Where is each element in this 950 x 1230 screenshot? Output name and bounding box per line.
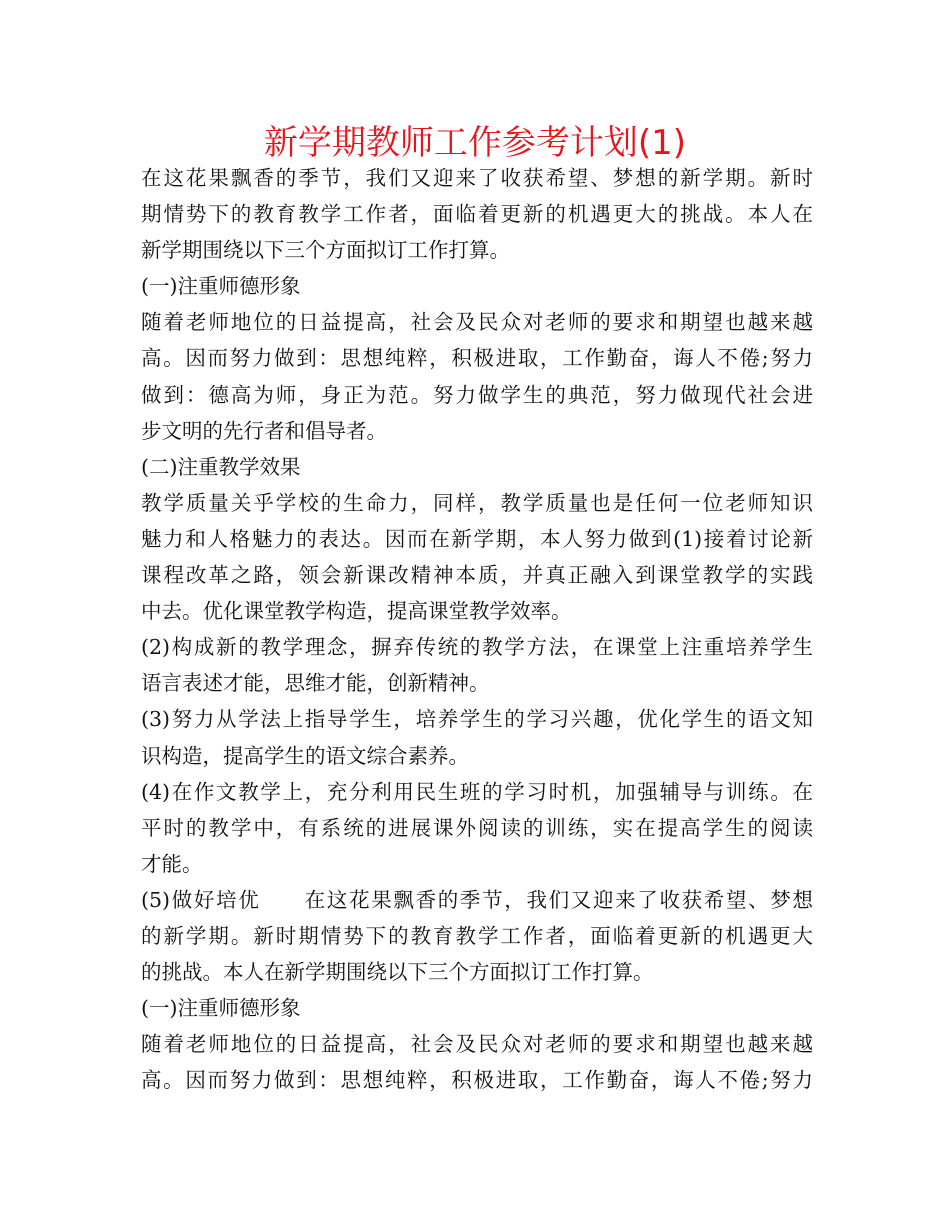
text-line: 新学期围绕以下三个方面拟订工作打算。	[141, 238, 510, 263]
text-line: 识构造，提高学生的语文综合素养。	[141, 743, 469, 768]
text-line: 期情势下的教育教学工作者，面临着更新的机遇更大的挑战。本人在	[141, 202, 813, 227]
text-line: (5)做好培优 在这花果飘香的季节，我们又迎来了收获希望、梦想	[141, 887, 813, 912]
text-line: 才能。	[141, 851, 203, 876]
text-line: 随着老师地位的日益提高，社会及民众对老师的要求和期望也越来越	[141, 1032, 813, 1057]
text-line: (2)构成新的教学理念，摒弃传统的教学方法，在课堂上注重培养学生	[141, 635, 813, 660]
text-line: (一)注重师德形象	[141, 274, 301, 299]
text-line: 中去。优化课堂教学构造，提高课堂教学效率。	[141, 599, 572, 624]
text-line: 教学质量关乎学校的生命力，同样，教学质量也是任何一位老师知识	[141, 490, 813, 515]
text-line: (二)注重教学效果	[141, 454, 301, 479]
text-line: 在这花果飘香的季节，我们又迎来了收获希望、梦想的新学期。新时	[141, 166, 813, 190]
text-line: 平时的教学中，有系统的进展课外阅读的训练，实在提高学生的阅读	[141, 815, 813, 840]
text-line: 魅力和人格魅力的表达。因而在新学期，本人努力做到(1)接着讨论新	[141, 526, 813, 551]
text-line: 步文明的先行者和倡导者。	[141, 418, 387, 443]
text-line: (一)注重师德形象	[141, 996, 301, 1021]
text-line: (4)在作文教学上，充分利用民生班的学习时机，加强辅导与训练。在	[141, 779, 813, 804]
text-line: (3)努力从学法上指导学生，培养学生的学习兴趣，优化学生的语文知	[141, 707, 813, 732]
text-line: 的新学期。新时期情势下的教育教学工作者，面临着更新的机遇更大	[141, 923, 813, 948]
text-line: 语言表述才能，思维才能，创新精神。	[141, 671, 490, 696]
text-line: 高。因而努力做到：思想纯粹，积极进取，工作勤奋，诲人不倦;努力	[141, 346, 813, 371]
document-body	[141, 160, 813, 1098]
text-line: 做到：德高为师，身正为范。努力做学生的典范，努力做现代社会进	[141, 382, 813, 407]
text-line: 课程改革之路，领会新课改精神本质，并真正融入到课堂教学的实践	[141, 563, 813, 588]
text-line: 高。因而努力做到：思想纯粹，积极进取，工作勤奋，诲人不倦;努力	[141, 1068, 813, 1093]
text-line: 的挑战。本人在新学期围绕以下三个方面拟订工作打算。	[141, 960, 654, 985]
document-title: 新学期教师工作参考计划(1)	[263, 123, 687, 163]
text-line: 随着老师地位的日益提高，社会及民众对老师的要求和期望也越来越	[141, 310, 813, 335]
